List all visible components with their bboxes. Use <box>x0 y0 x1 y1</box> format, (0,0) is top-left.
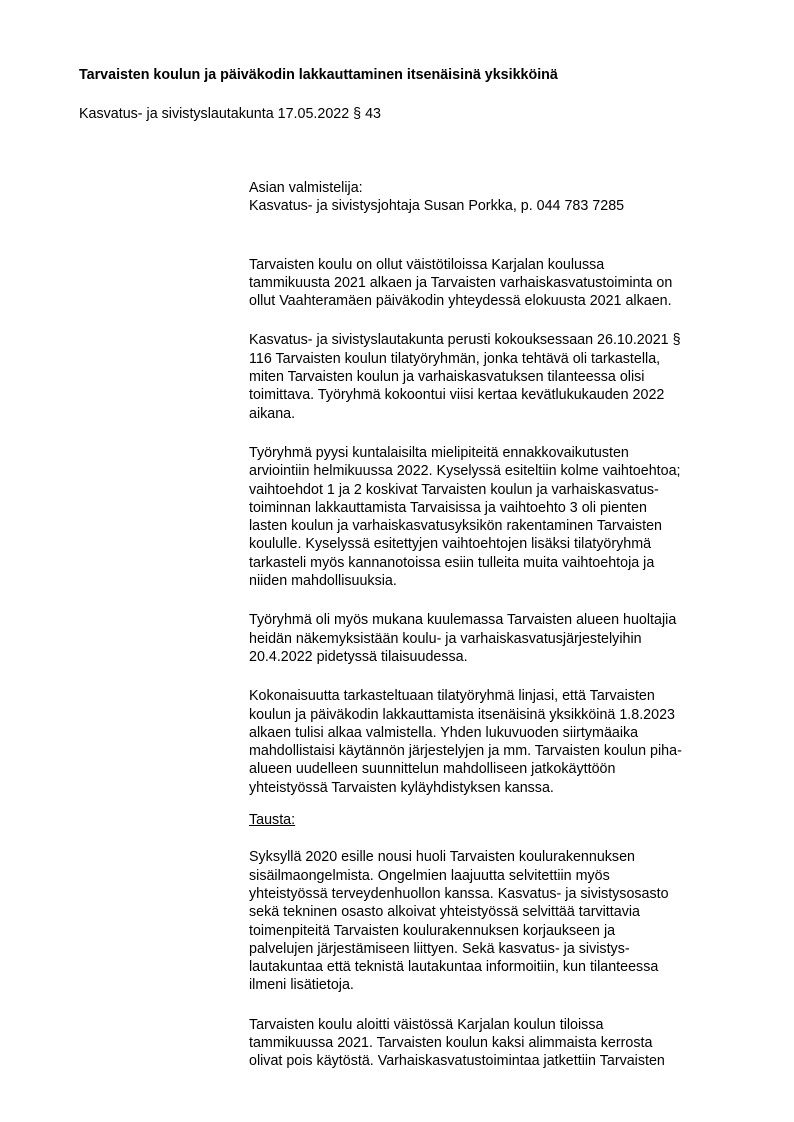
meeting-reference: Kasvatus- ja sivistyslautakunta 17.05.2022 § 43 <box>79 106 382 122</box>
paragraph-line: sisäilmaongelmista. Ongelmien laajuutta selvitettiin myös <box>249 867 610 884</box>
paragraph-line: tammikuusta 2021 alkaen ja Tarvaisten varhaiskasvatustoiminta on <box>249 274 673 291</box>
paragraph-line: Kokonaisuutta tarkasteltuaan tilatyöryhmä linjasi, että Tarvaisten <box>249 688 655 705</box>
paragraph <box>249 331 749 422</box>
paragraph-line: koulun ja päiväkodin lakkauttamista itsenäisinä yksikköinä 1.8.2023 <box>249 706 675 723</box>
paragraph-line: Kasvatus- ja sivistyslautakunta perusti kokouksessaan 26.10.2021 § <box>249 332 681 349</box>
paragraph-line: alkaen tulisi alkaa valmistella. Yhden lukuvuoden siirtymäaika <box>249 724 639 741</box>
document-title: Tarvaisten koulun ja päiväkodin lakkauttaminen itsenäisinä yksikköinä <box>79 67 558 83</box>
paragraph-line: Tarvaisten koulu aloitti väistössä Karjalan koulun tiloissa <box>249 1016 604 1033</box>
paragraph-line: yhteistyössä terveydenhuollon kanssa. Kasvatus- ja sivistysosasto <box>249 885 669 902</box>
paragraph <box>249 1016 749 1071</box>
paragraph-line: olivat pois käytöstä. Varhaiskasvatustoimintaa jatkettiin Tarvaisten <box>249 1053 665 1070</box>
paragraph-line: toiminnan lakkauttamista Tarvaisissa ja vaihtoehto 3 oli pienten <box>249 499 647 516</box>
paragraph-line: niiden mahdollisuuksia. <box>249 573 397 590</box>
paragraph-line: Työryhmä oli myös mukana kuulemassa Tarvaisten alueen huoltajia <box>249 612 677 629</box>
paragraph-line: Syksyllä 2020 esille nousi huoli Tarvaisten koulurakennuksen <box>249 849 635 866</box>
preparer-block <box>249 179 749 216</box>
paragraph-line: lasten koulun ja varhaiskasvatusyksikön rakentaminen Tarvaisten <box>249 518 662 535</box>
paragraph <box>249 611 749 666</box>
paragraph-line: toimittava. Työryhmä kokoontui viisi kertaa kevätlukukauden 2022 <box>249 387 665 404</box>
paragraph-line: tammikuussa 2021. Tarvaisten koulun kaksi alimmaista kerrosta <box>249 1034 653 1051</box>
paragraph-line: arviointiin helmikuussa 2022. Kyselyssä esiteltiin kolme vaihtoehtoa; <box>249 463 681 480</box>
paragraph-line: vaihtoehdot 1 ja 2 koskivat Tarvaisten koulun ja varhaiskasvatus- <box>249 481 659 498</box>
paragraph-line: heidän näkemyksistään koulu- ja varhaiskasvatusjärjestelyihin <box>249 630 642 647</box>
preparer-label: Asian valmistelija: <box>249 180 363 196</box>
background-heading: Tausta: <box>249 812 296 829</box>
paragraph-line: yhteistyössä Tarvaisten kyläyhdistyksen kanssa. <box>249 779 554 796</box>
paragraph-line: palvelujen järjestämiseen liittyen. Sekä kasvatus- ja sivistys- <box>249 940 630 957</box>
paragraph-line: 20.4.2022 pidetyssä tilaisuudessa. <box>249 648 468 665</box>
paragraph-line: mahdollistaisi käytännön järjestelyjen ja mm. Tarvaisten koulun piha- <box>249 743 682 760</box>
paragraph-line: toimenpiteitä Tarvaisten koulurakennuksen korjaukseen ja <box>249 922 616 939</box>
paragraph <box>249 444 749 590</box>
paragraph-line: 116 Tarvaisten koulun tilatyöryhmän, jonka tehtävä oli tarkastella, <box>249 350 661 367</box>
paragraph-line: koululle. Kyselyssä esitettyjen vaihtoehtojen lisäksi tilatyöryhmä <box>249 536 652 553</box>
paragraph <box>249 848 749 994</box>
paragraph-line: ilmeni lisätietoja. <box>249 977 354 994</box>
paragraph-line: Tarvaisten koulu on ollut väistötiloissa Karjalan koulussa <box>249 256 605 273</box>
preparer-name: Kasvatus- ja sivistysjohtaja Susan Porkka, p. 044 783 7285 <box>249 198 625 215</box>
paragraph-line: lautakuntaa että teknistä lautakuntaa informoitiin, kun tilanteessa <box>249 959 659 976</box>
paragraph-line: miten Tarvaisten koulun ja varhaiskasvatuksen tilanteessa olisi <box>249 369 645 386</box>
paragraph-line: Työryhmä pyysi kuntalaisilta mielipiteitä ennakkovaikutusten <box>249 444 629 461</box>
document-body <box>249 179 749 1071</box>
paragraph-line: aikana. <box>249 405 296 422</box>
paragraph <box>249 687 749 797</box>
paragraph-line: ollut Vaahteramäen päiväkodin yhteydessä elokuusta 2021 alkaen. <box>249 293 672 310</box>
paragraph-line: sekä tekninen osasto alkoivat yhteistyössä selvittää tarvittavia <box>249 904 640 921</box>
paragraph-line: alueen uudelleen suunnittelun mahdolliseen jatkokäyttöön <box>249 761 616 778</box>
paragraph <box>249 256 749 311</box>
paragraph-line: tarkasteli myös kannanotoissa esiin tulleita muita vaihtoehtoja ja <box>249 554 655 571</box>
